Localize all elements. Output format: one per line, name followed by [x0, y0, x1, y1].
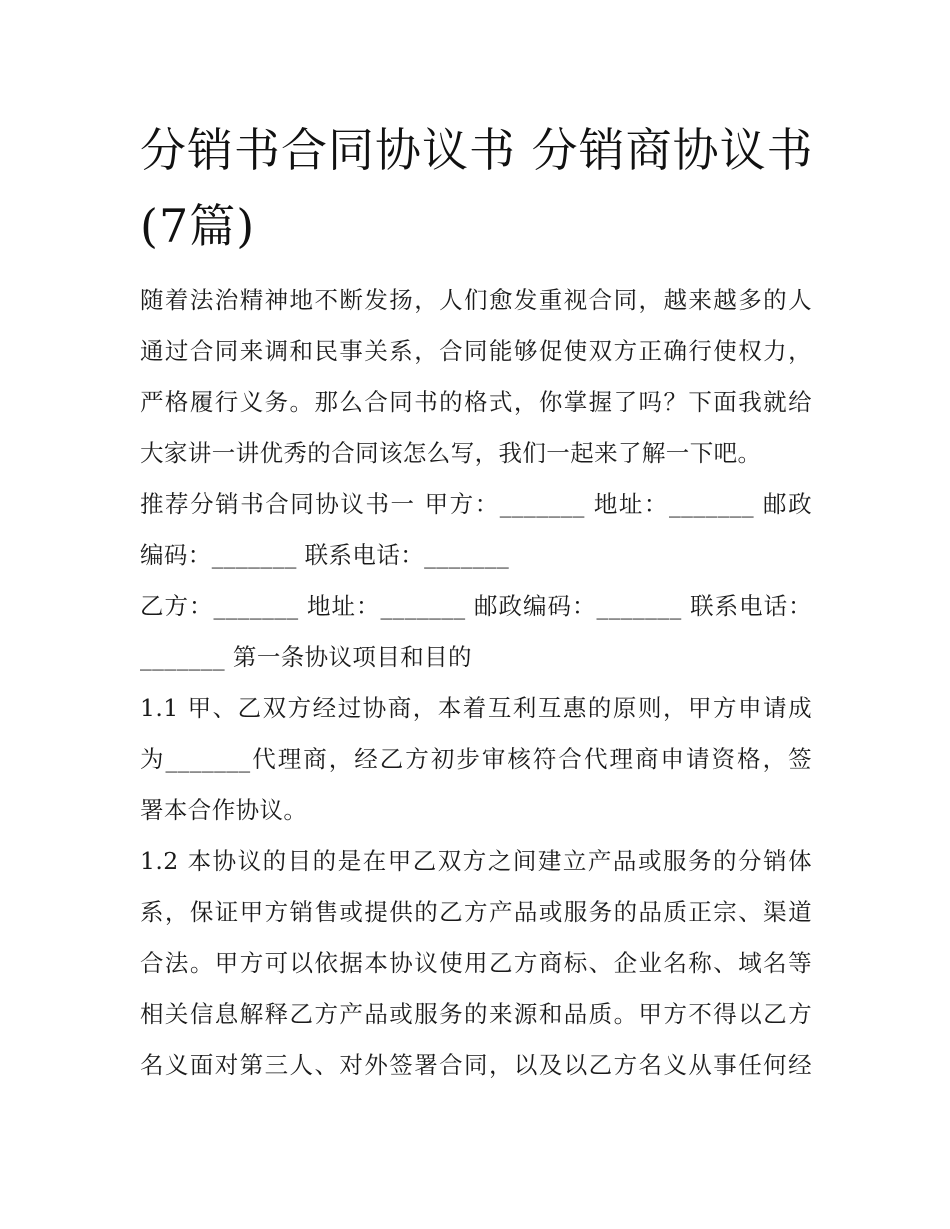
- body-line: 推荐分销书合同协议书一 甲方：_______ 地址：_______ 邮政: [140, 490, 812, 518]
- body-line: 合法。甲方可以依据本协议使用乙方商标、企业名称、域名等: [140, 949, 812, 977]
- body-line: 1.1 甲、乙双方经过协商，本着互利互惠的原则，甲方申请成: [140, 694, 812, 722]
- body-line: 严格履行义务。那么合同书的格式，你掌握了吗？下面我就给: [140, 388, 812, 416]
- body-line: 名义面对第三人、对外签署合同，以及以乙方名义从事任何经: [140, 1051, 812, 1079]
- body-line: 大家讲一讲优秀的合同该怎么写，我们一起来了解一下吧。: [140, 439, 762, 467]
- body-line: _______ 第一条协议项目和目的: [140, 643, 472, 671]
- body-line: 1.2 本协议的目的是在甲乙双方之间建立产品或服务的分销体: [140, 847, 812, 875]
- body-line: 相关信息解释乙方产品或服务的来源和品质。甲方不得以乙方: [140, 1000, 812, 1028]
- body-line: 系，保证甲方销售或提供的乙方产品或服务的品质正宗、渠道: [140, 898, 812, 926]
- body-line: 为_______代理商，经乙方初步审核符合代理商申请资格，签: [140, 745, 812, 773]
- body-line: 编码：_______ 联系电话：_______: [140, 541, 510, 569]
- body-line: 随着法治精神地不断发扬，人们愈发重视合同，越来越多的人: [140, 286, 812, 314]
- body-line: 通过合同来调和民事关系，合同能够促使双方正确行使权力，: [140, 337, 812, 365]
- document-title: 分销书合同协议书 分销商协议书(7篇): [140, 123, 814, 253]
- body-line: 乙方：_______ 地址：_______ 邮政编码：_______ 联系电话：: [140, 592, 812, 620]
- body-line: 署本合作协议。: [140, 796, 308, 824]
